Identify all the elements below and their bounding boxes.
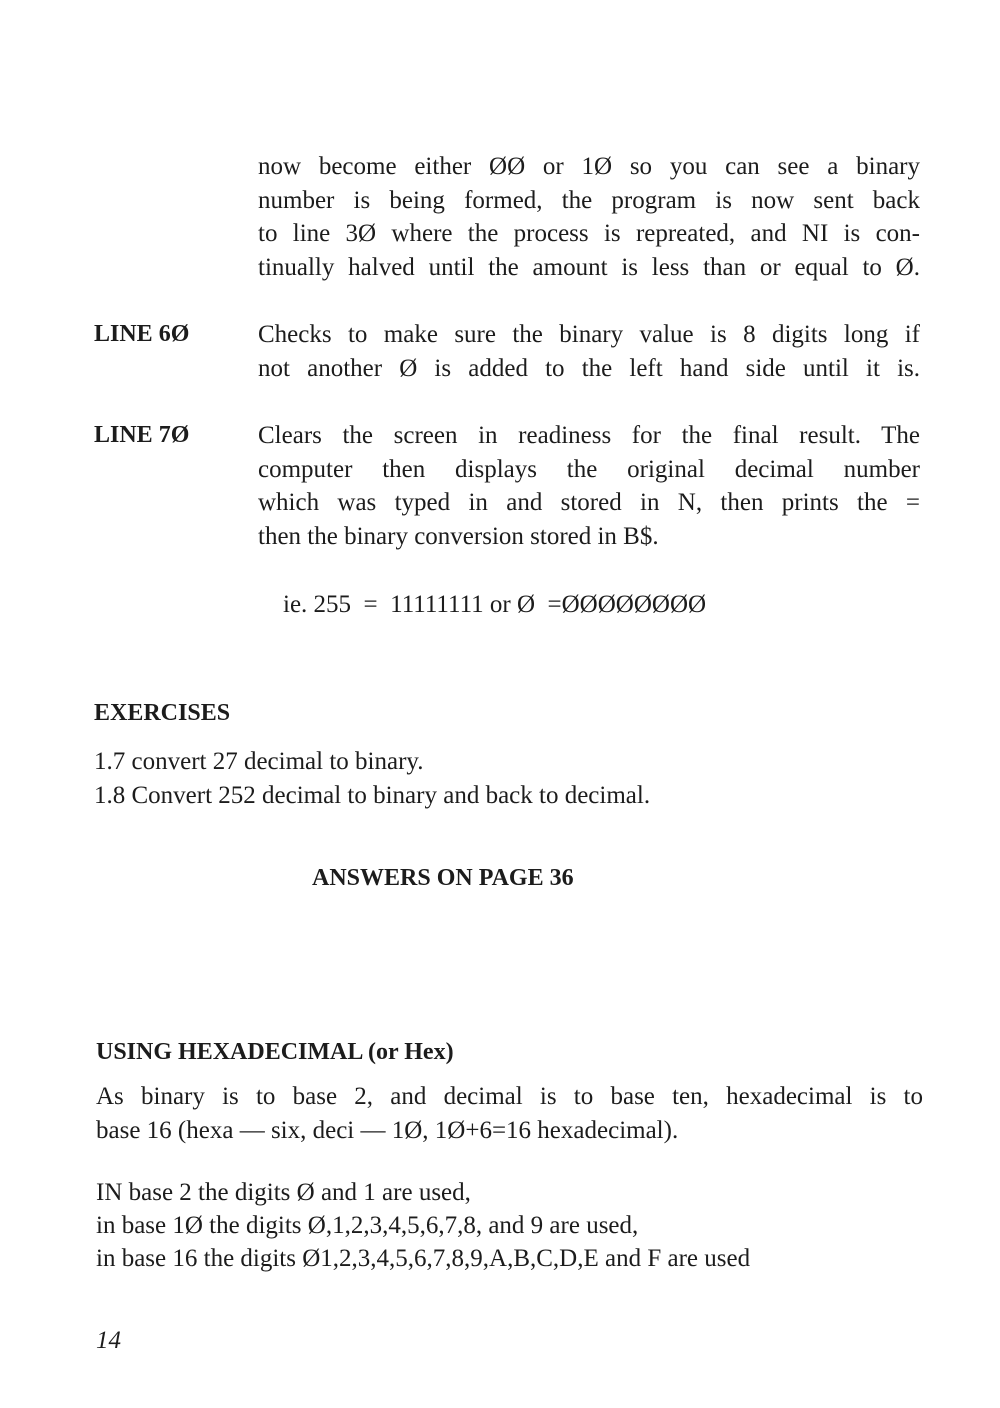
exercise-item: 1.8 Convert 252 decimal to binary and back to decimal. (94, 782, 651, 809)
text-line: now become either ØØ or 1Ø so you can see a binary (258, 153, 920, 180)
text-line: Clears the screen in readiness for the final result. The (258, 422, 920, 449)
page-number: 14 (96, 1327, 121, 1354)
text-line: which was typed in and stored in N, then prints the = (258, 489, 920, 516)
text-line: tinually halved until the amount is less than or equal to Ø. (258, 254, 920, 281)
text-line: then the binary conversion stored in B$. (258, 523, 659, 550)
line-60-label: LINE 6Ø (94, 321, 190, 347)
text-line: in base 1Ø the digits Ø,1,2,3,4,5,6,7,8, and 9 are used, (96, 1212, 639, 1239)
text-line: As binary is to base 2, and decimal is to base ten, hexadecimal is to (96, 1083, 923, 1110)
exercise-item: 1.7 convert 27 decimal to binary. (94, 748, 424, 775)
text-line: Checks to make sure the binary value is 8 digits long if (258, 321, 920, 348)
text-line: number is being formed, the program is now sent back (258, 187, 920, 214)
answers-note: ANSWERS ON PAGE 36 (312, 865, 574, 891)
conversion-example: ie. 255 = 11111111 or Ø =ØØØØØØØØ (283, 591, 707, 618)
exercises-heading: EXERCISES (94, 700, 231, 726)
text-line: in base 16 the digits Ø1,2,3,4,5,6,7,8,9,A,B,C,D,E and F are used (96, 1245, 751, 1272)
line-70-label: LINE 7Ø (94, 422, 190, 448)
hex-section-heading: USING HEXADECIMAL (or Hex) (96, 1039, 454, 1065)
text-line: IN base 2 the digits Ø and 1 are used, (96, 1179, 471, 1206)
text-line: computer then displays the original decimal number (258, 456, 920, 483)
text-line: to line 3Ø where the process is repreated, and NI is con- (258, 220, 920, 247)
text-line: not another Ø is added to the left hand side until it is. (258, 355, 920, 382)
text-line: base 16 (hexa — six, deci — 1Ø, 1Ø+6=16 hexadecimal). (96, 1117, 679, 1144)
